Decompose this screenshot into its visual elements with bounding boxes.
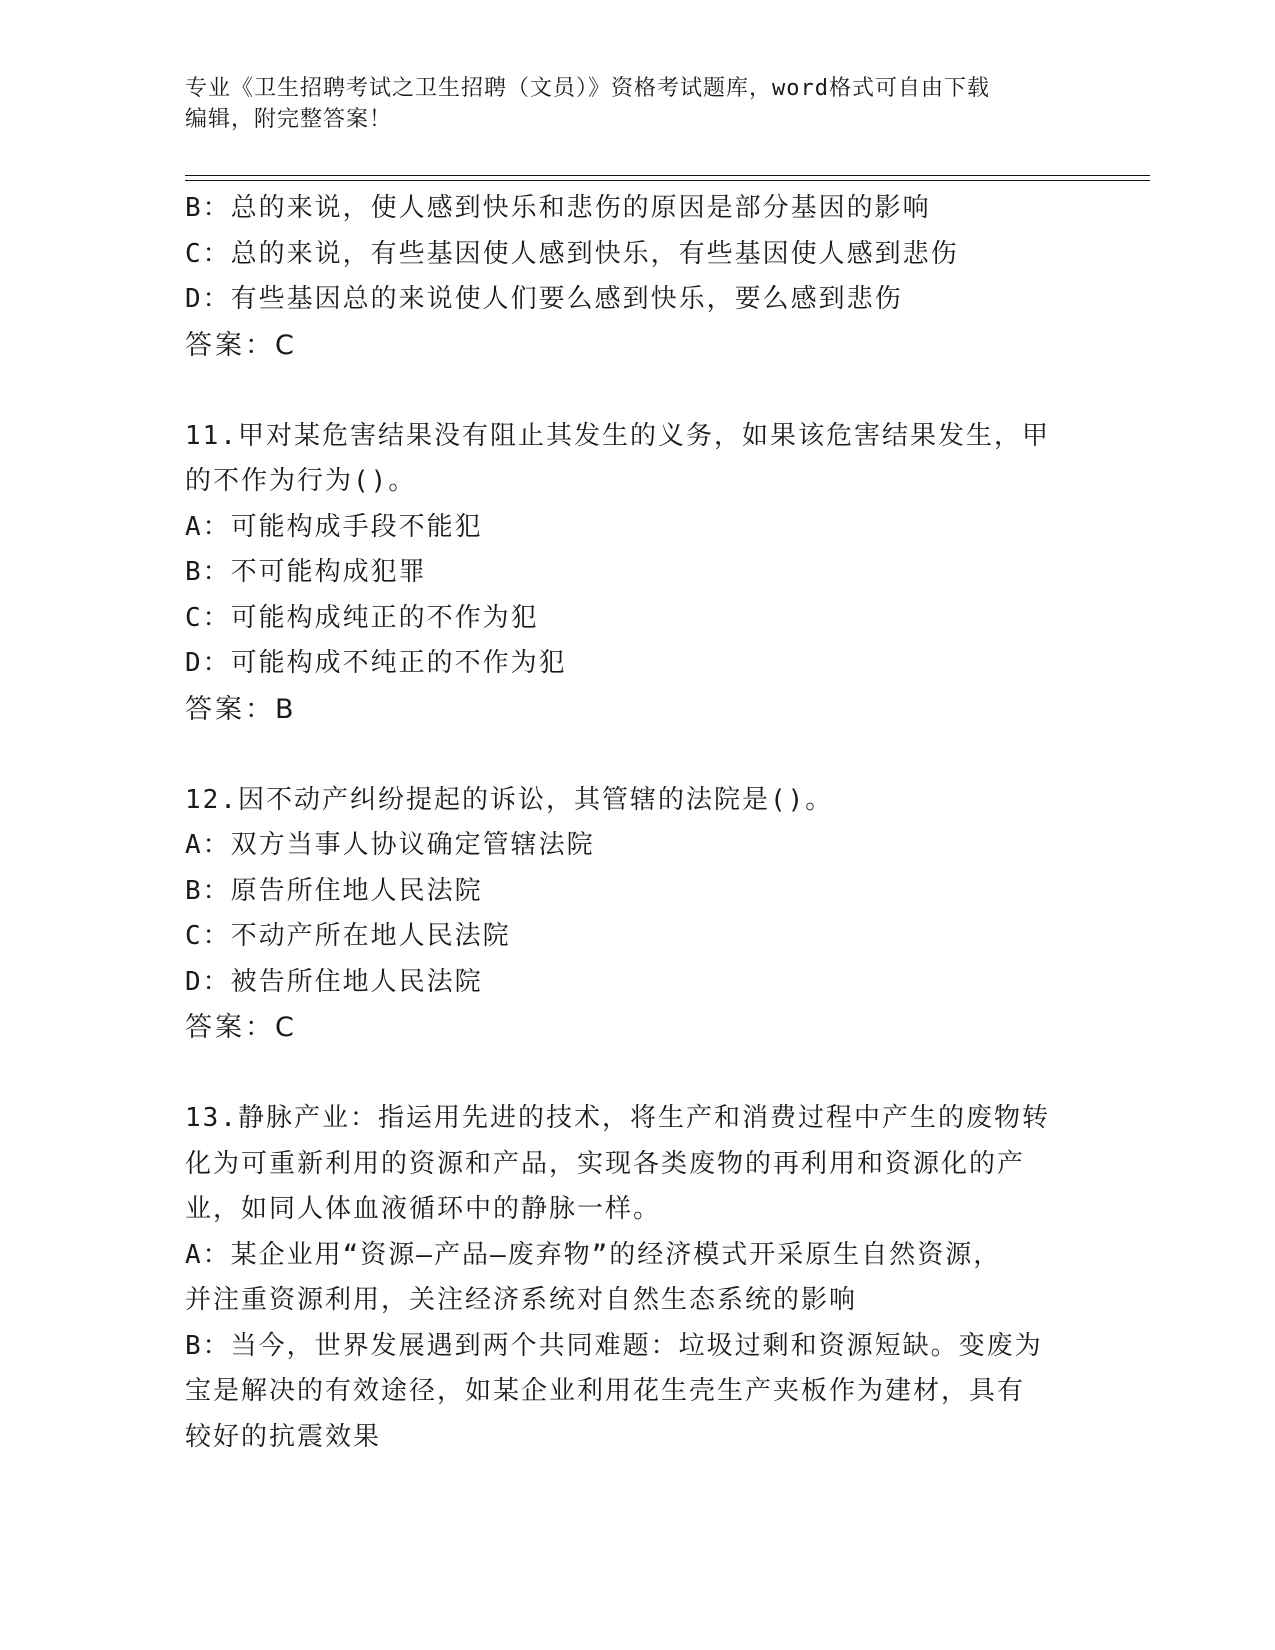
spacer xyxy=(185,732,1085,778)
option-b-continued: 较好的抗震效果 xyxy=(185,1421,382,1452)
option-a: A：可能构成手段不能犯 xyxy=(185,511,483,542)
document-header xyxy=(185,73,1065,135)
answer-label: 答案：C xyxy=(185,329,297,361)
option-a: A：某企业用“资源—产品—废弃物”的经济模式开采原生自然资源， xyxy=(185,1239,1002,1270)
option-b: B：不可能构成犯罪 xyxy=(185,557,427,587)
option-b: B：总的来说，使人感到快乐和悲伤的原因是部分基因的影响 xyxy=(185,193,931,223)
header-divider-bottom xyxy=(185,180,1150,181)
spacer xyxy=(185,368,1085,414)
option-c: C：不动产所在地人民法院 xyxy=(185,921,511,951)
question-stem-line: 11.甲对某危害结果没有阻止其发生的义务，如果该危害结果发生，甲 xyxy=(185,420,1050,451)
option-b: B：当今，世界发展遇到两个共同难题：垃圾过剩和资源短缺。变废为 xyxy=(185,1330,1043,1361)
option-c: C：总的来说，有些基因使人感到快乐，有些基因使人感到悲伤 xyxy=(185,238,959,269)
option-d: D：可能构成不纯正的不作为犯 xyxy=(185,648,567,678)
question-stem-line: 业，如同人体血液循环中的静脉一样。 xyxy=(185,1194,662,1224)
question-stem-line: 的不作为行为()。 xyxy=(185,466,417,496)
question-12 xyxy=(185,778,1085,1051)
header-line-1: 专业《卫生招聘考试之卫生招聘（文员）》资格考试题库，word格式可自由下载 xyxy=(185,76,990,101)
question-stem-line: 13.静脉产业：指运用先进的技术，将生产和消费过程中产生的废物转 xyxy=(185,1103,1050,1133)
header-line-2: 编辑，附完整答案！ xyxy=(185,107,393,132)
option-d: D：被告所住地人民法院 xyxy=(185,966,483,997)
question-stem-line: 12.因不动产纠纷提起的诉讼，其管辖的法院是()。 xyxy=(185,784,834,815)
answer-label: 答案：B xyxy=(185,693,297,725)
option-b-continued: 宝是解决的有效途径，如某企业利用花生壳生产夹板作为建材，具有 xyxy=(185,1376,1026,1406)
question-11 xyxy=(185,414,1085,733)
option-d: D：有些基因总的来说使人们要么感到快乐，要么感到悲伤 xyxy=(185,284,903,314)
option-a-continued: 并注重资源利用，关注经济系统对自然生态系统的影响 xyxy=(185,1285,858,1315)
header-divider-top xyxy=(185,175,1150,176)
question-content xyxy=(185,186,1085,1460)
prev-question-block xyxy=(185,186,1085,368)
question-stem-line: 化为可重新利用的资源和产品，实现各类废物的再利用和资源化的产 xyxy=(185,1148,1026,1179)
option-b: B：原告所住地人民法院 xyxy=(185,875,483,906)
question-13 xyxy=(185,1096,1085,1460)
option-c: C：可能构成纯正的不作为犯 xyxy=(185,602,539,633)
option-a: A：双方当事人协议确定管辖法院 xyxy=(185,830,595,860)
answer-label: 答案：C xyxy=(185,1012,297,1043)
spacer xyxy=(185,1051,1085,1097)
